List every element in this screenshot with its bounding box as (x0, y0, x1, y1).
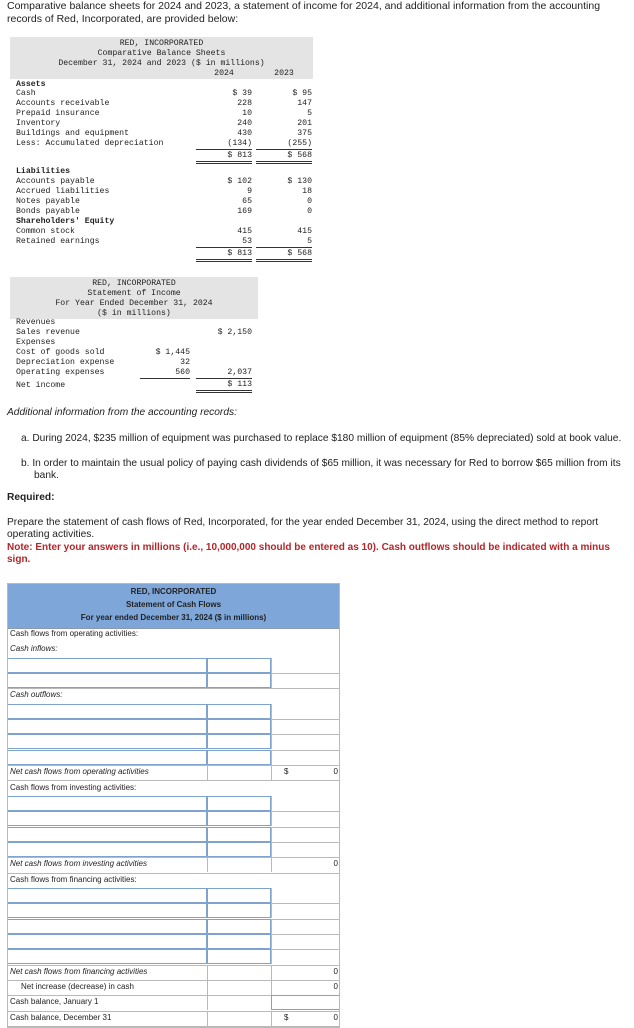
cf-net-financing-label: Net cash flows from financing activities (10, 966, 148, 976)
equity-row-value-2023: 5 (256, 237, 312, 248)
balance-company: RED, INCORPORATED (119, 39, 204, 48)
intro-text: Comparative balance sheets for 2024 and 2023, a statement of income for 2024, and additional information from the accounting records of Red, Incorporated, are provided below: (7, 0, 601, 25)
balance-col-2024: 2024 (214, 69, 234, 78)
cf-net-change-row (7, 980, 340, 996)
cf-input-row (7, 719, 340, 735)
cf-line-item-amount-input[interactable] (207, 704, 271, 719)
cf-cash-december-label: Cash balance, December 31 (10, 1012, 112, 1022)
required-heading: Required: (7, 492, 55, 503)
cf-net-operating-value: 0 (333, 767, 338, 777)
cf-net-change-label: Net increase (decrease) in cash (21, 982, 134, 992)
cf-input-row (7, 919, 340, 935)
cf-cash-december-spacer (207, 1011, 272, 1026)
additional-b: b. In order to maintain the usual policy of paying cash dividends of $65 million, it was necessary for Red to borrow $65 million from its bank. (21, 458, 621, 481)
cf-subtotal-cell (271, 796, 341, 811)
cf-input-row (7, 811, 340, 827)
cf-financing-header-label: Cash flows from financing activities: (10, 874, 137, 884)
cf-line-item-amount-input[interactable] (207, 811, 271, 826)
cf-operating-header-label: Cash flows from operating activities: (10, 629, 139, 638)
cf-line-item-description-input[interactable] (7, 796, 207, 811)
cf-input-row (7, 734, 340, 750)
assets-row-label: Cash (16, 89, 36, 98)
cf-line-item-description-input[interactable] (7, 734, 207, 749)
cf-operating-header-row (7, 627, 340, 642)
equity-row-label: Common stock (16, 227, 75, 236)
liabilities-row-value-2024: 9 (247, 187, 252, 196)
assets-row-value-2023: 5 (307, 109, 312, 118)
cf-line-item-description-input[interactable] (7, 888, 207, 903)
total-liab-equity-2023: $ 568 (256, 249, 312, 262)
assets-row-label: Accounts receivable (16, 99, 110, 108)
cf-input-row (7, 949, 340, 965)
cf-investing-header-label: Cash flows from investing activities: (10, 782, 137, 792)
cogs-value: $ 1,445 (155, 348, 190, 357)
cf-line-item-amount-input[interactable] (207, 734, 271, 749)
cf-input-row (7, 842, 340, 858)
cogs-label: Cost of goods sold (16, 348, 105, 357)
dep-label: Depreciation expense (16, 358, 115, 367)
cf-input-row (7, 658, 340, 674)
equity-row-label: Retained earnings (16, 237, 100, 246)
cf-net-operating-row (7, 765, 340, 781)
cf-net-financing-value: 0 (333, 966, 338, 976)
liabilities-row-label: Bonds payable (16, 207, 80, 216)
income-units: ($ in millions) (97, 309, 171, 318)
total-assets-2023: $ 568 (256, 151, 312, 164)
cf-line-item-amount-input[interactable] (207, 796, 271, 811)
cf-line-item-description-input[interactable] (7, 658, 207, 673)
cf-line-item-amount-input[interactable] (207, 673, 271, 688)
assets-row-label: Prepaid insurance (16, 109, 100, 118)
income-company: RED, INCORPORATED (92, 279, 176, 288)
assets-row-value-2023: 375 (297, 129, 312, 138)
cf-line-item-description-input[interactable] (7, 704, 207, 719)
cf-subtotal-cell (271, 919, 341, 934)
assets-row-value-2024: 228 (237, 99, 252, 108)
cf-cash-january-input[interactable] (271, 995, 340, 1010)
equity-row-value-2023: 415 (297, 227, 312, 236)
cf-net-change-spacer (207, 980, 272, 995)
cash-flow-header (7, 583, 340, 629)
cf-investing-header-row (7, 781, 340, 796)
cf-title: Statement of Cash Flows (125, 600, 222, 609)
required-text: Prepare the statement of cash flows of Red, Incorporated, for the year ended December 31, 2024, using the direct method to report operating activities. (7, 517, 599, 540)
cf-subtotal-cell (271, 673, 341, 688)
cf-line-item-description-input[interactable] (7, 719, 207, 734)
balance-col-2023: 2023 (274, 69, 294, 78)
revenues-label: Revenues (16, 318, 56, 327)
cf-input-row (7, 888, 340, 904)
sales-label: Sales revenue (16, 328, 80, 337)
assets-row-value-2023: (255) (256, 139, 312, 150)
cf-cash-december-total-cell (271, 1011, 341, 1026)
total-assets-2024: $ 813 (196, 151, 252, 164)
liabilities-row-label: Accrued liabilities (16, 187, 110, 196)
cf-cash-inflows-label-label: Cash inflows: (10, 644, 58, 654)
liabilities-row-value-2023: $ 130 (287, 177, 312, 186)
cf-line-item-description-input[interactable] (7, 750, 207, 765)
cf-line-item-amount-input[interactable] (207, 658, 271, 673)
income-period: For Year Ended December 31, 2024 (55, 299, 213, 308)
cf-line-item-description-input[interactable] (7, 919, 207, 934)
cf-line-item-amount-input[interactable] (207, 842, 271, 857)
cf-input-row (7, 796, 340, 812)
cf-subtotal-cell (271, 719, 341, 734)
cf-subtotal-cell (271, 934, 341, 949)
cf-cash-outflows-label-row (7, 688, 340, 703)
assets-row-label: Less: Accumulated depreciation (16, 139, 164, 148)
cf-net-financing-row (7, 965, 340, 981)
cf-subtotal-cell (271, 827, 341, 842)
cf-subtotal-cell (271, 658, 341, 673)
cf-cash-january-row (7, 995, 340, 1011)
liabilities-row-value-2023: 0 (307, 197, 312, 206)
expenses-label: Expenses (16, 338, 56, 347)
cf-cash-december-value: 0 (333, 1012, 338, 1022)
cf-subtotal-cell (271, 750, 341, 765)
assets-row-value-2024: $ 39 (232, 89, 252, 98)
liabilities-row-label: Accounts payable (16, 177, 95, 186)
cf-net-investing-label: Net cash flows from investing activities (10, 859, 147, 869)
equity-label: Shareholders' Equity (16, 217, 115, 226)
cf-line-item-description-input[interactable] (7, 934, 207, 949)
cf-net-change-total-cell (271, 980, 341, 995)
cf-cash-january-spacer (207, 995, 272, 1010)
assets-label: Assets (16, 80, 46, 89)
cf-subtotal-cell (271, 734, 341, 749)
cf-net-investing-row (7, 857, 340, 873)
income-header (10, 277, 258, 319)
liabilities-row-value-2023: 18 (302, 187, 312, 196)
liabilities-row-value-2024: 169 (237, 207, 252, 216)
income-title: Statement of Income (87, 289, 181, 298)
cf-net-financing-total-cell (271, 965, 341, 980)
cf-subtotal-cell (271, 811, 341, 826)
cf-net-financing-spacer (207, 965, 272, 980)
cf-input-row (7, 750, 340, 766)
cf-line-item-description-input[interactable] (7, 949, 207, 964)
cf-cash-inflows-label-row (7, 642, 340, 657)
cf-line-item-description-input[interactable] (7, 842, 207, 857)
cf-subtotal-cell (271, 903, 341, 918)
assets-row-value-2024: 240 (237, 119, 252, 128)
cf-net-investing-spacer (207, 857, 272, 872)
cf-line-item-amount-input[interactable] (207, 949, 271, 964)
cf-subtotal-cell (271, 704, 341, 719)
assets-row-value-2024: 10 (242, 109, 252, 118)
cf-line-item-amount-input[interactable] (207, 888, 271, 903)
opex-label: Operating expenses (16, 368, 105, 377)
assets-row-value-2024: (134) (196, 139, 252, 150)
balance-date: December 31, 2024 and 2023 ($ in millions) (58, 59, 265, 68)
cf-net-operating-label: Net cash flows from operating activities (10, 767, 149, 777)
cf-line-item-description-input[interactable] (7, 827, 207, 842)
cf-cash-outflows-label-label: Cash outflows: (10, 690, 63, 700)
cf-input-row (7, 903, 340, 919)
cf-line-item-amount-input[interactable] (207, 919, 271, 934)
cf-line-item-amount-input[interactable] (207, 750, 271, 765)
total-expenses-value: 2,037 (196, 368, 252, 379)
cf-net-operating-total-cell (271, 765, 341, 780)
currency-symbol: $ (284, 767, 289, 777)
assets-row-label: Buildings and equipment (16, 129, 130, 138)
cf-line-item-description-input[interactable] (7, 673, 207, 688)
liabilities-row-label: Notes payable (16, 197, 80, 206)
cf-company: RED, INCORPORATED (130, 587, 217, 596)
assets-row-label: Inventory (16, 119, 61, 128)
cf-line-item-description-input[interactable] (7, 903, 207, 918)
assets-row-value-2023: $ 95 (292, 89, 312, 98)
equity-row-value-2024: 53 (196, 237, 252, 248)
assets-row-value-2024: 430 (237, 129, 252, 138)
liabilities-row-value-2024: 65 (242, 197, 252, 206)
required-note: Note: Enter your answers in millions (i.e., 10,000,000 should be entered as 10). Cash outflows should be indicated with a minus sign. (7, 542, 610, 565)
cf-input-row (7, 704, 340, 720)
equity-row-value-2024: 415 (237, 227, 252, 236)
net-income-value: $ 113 (196, 380, 252, 393)
dep-value: 32 (180, 358, 190, 367)
cf-input-row (7, 827, 340, 843)
cf-cash-january-label: Cash balance, January 1 (10, 997, 99, 1007)
cf-subtotal-cell (271, 842, 341, 857)
currency-symbol: $ (284, 1012, 289, 1022)
cf-input-row (7, 934, 340, 950)
liabilities-row-value-2024: $ 102 (227, 177, 252, 186)
cf-financing-header-row (7, 873, 340, 888)
cf-line-item-amount-input[interactable] (207, 934, 271, 949)
balance-title: Comparative Balance Sheets (97, 49, 226, 58)
cf-subtotal-cell (271, 888, 341, 903)
assets-row-value-2023: 201 (297, 119, 312, 128)
cf-line-item-amount-input[interactable] (207, 719, 271, 734)
cf-net-investing-value: 0 (333, 859, 338, 869)
cf-subtotal-cell (271, 949, 341, 964)
liabilities-row-value-2023: 0 (307, 207, 312, 216)
total-liab-equity-2024: $ 813 (196, 249, 252, 262)
cf-line-item-amount-input[interactable] (207, 903, 271, 918)
additional-heading: Additional information from the accounting records: (7, 407, 237, 418)
cf-line-item-description-input[interactable] (7, 811, 207, 826)
cf-line-item-amount-input[interactable] (207, 827, 271, 842)
cf-period: For year ended December 31, 2024 ($ in millions) (80, 613, 267, 622)
net-income-label: Net income (16, 381, 66, 390)
cf-net-investing-total-cell (271, 857, 341, 872)
sales-value: $ 2,150 (217, 328, 252, 337)
assets-row-value-2023: 147 (297, 99, 312, 108)
additional-a: a. During 2024, $235 million of equipment was purchased to replace $180 million of equipment (85% depreciated) sold at book value. (21, 433, 622, 444)
liabilities-label: Liabilities (16, 167, 71, 176)
cf-input-row (7, 673, 340, 689)
cf-cash-december-row (7, 1011, 340, 1027)
opex-value: 560 (140, 368, 190, 379)
cf-net-operating-spacer (207, 765, 272, 780)
cf-net-change-value: 0 (333, 982, 338, 992)
